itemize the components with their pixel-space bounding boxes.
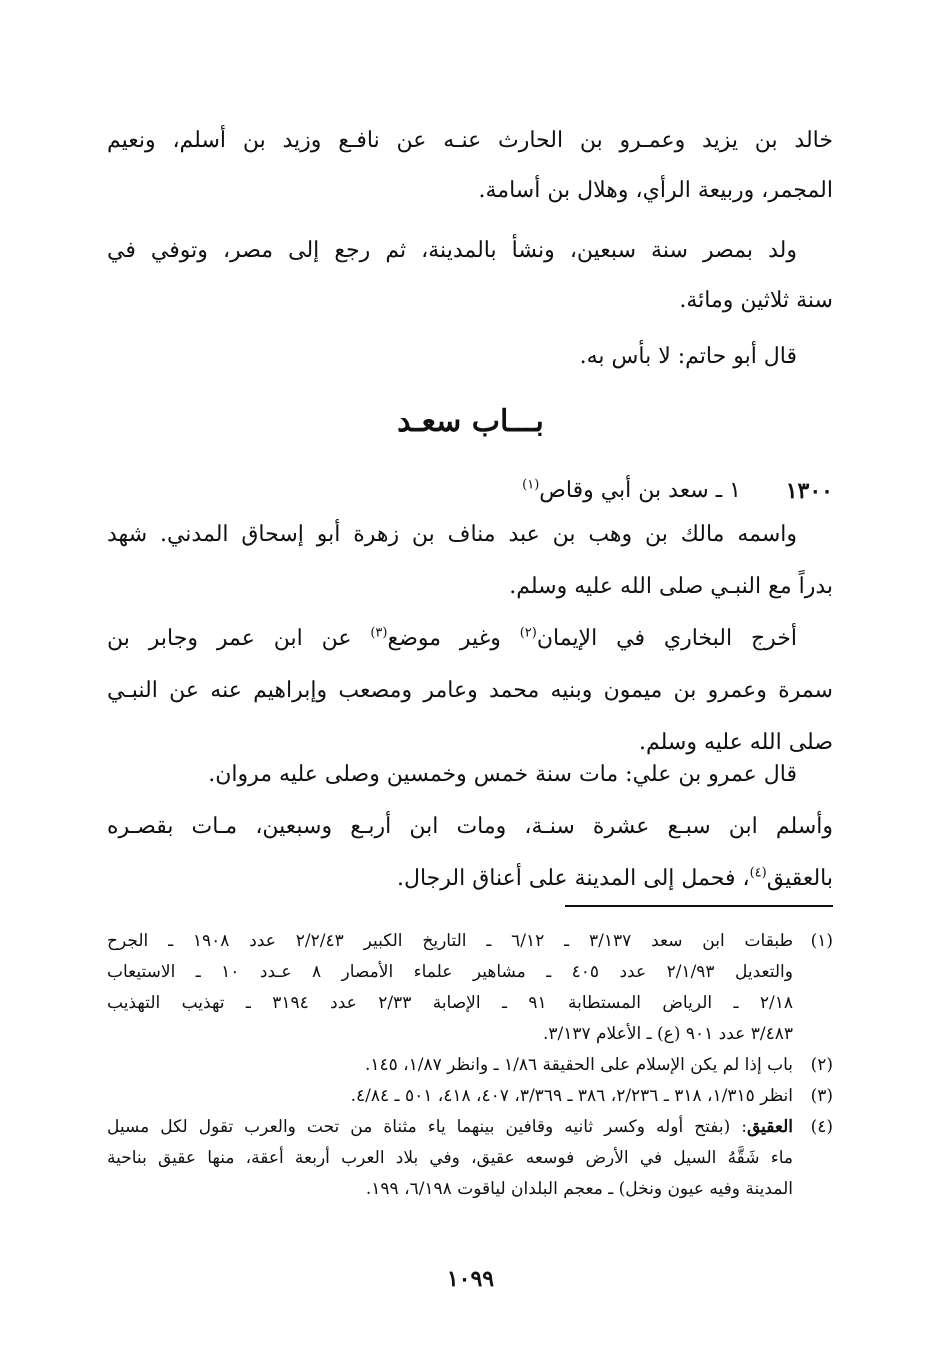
page-number: ١٠٩٩: [446, 1266, 495, 1292]
footnote-keyword: العقيق: [746, 1117, 793, 1137]
section-title-text: بـــاب سعـد: [397, 404, 544, 439]
text-segment: وغير موضع: [387, 626, 520, 651]
text-segment: : (بفتح أوله وكسر ثانيه وقافين بينهما ياء مثناة من تحت والعرب تقول لكل مسيل: [107, 1117, 747, 1137]
footnote-line: باب إذا لم يكن الإسلام على الحقيقة ١/٨٦ ـ وانظر ١/٨٧، ١٤٥.: [364, 1055, 793, 1075]
footnote-2: [107, 1050, 833, 1081]
footnote-line: طبقات ابن سعد ٣/١٣٧ ـ ٦/١٢ ـ التاريخ الكبير ٢/٢/٤٣ عدد ١٩٠٨ ـ الجرح: [107, 931, 793, 951]
text-line: وأسلم ابن سبـع عشرة سنـة، ومات ابن أربـع وسبعين، مـات بقصـره: [107, 814, 833, 839]
footnote-ref: (٤): [749, 865, 767, 881]
text-line: قال عمرو بن علي: مات سنة خمس وخمسين وصلى عليه مروان.: [208, 762, 797, 787]
text-line: المجمر، وربيعة الرأي، وهلال بن أسامة.: [478, 178, 833, 203]
footnote-line: ٢/١٨ ـ الرياض المستطابة ٩١ ـ الإصابة ٢/٣٣ عدد ٣١٩٤ ـ تهذيب التهذيب: [107, 993, 793, 1013]
entry-heading: [522, 472, 741, 510]
paragraph-narrators: [107, 122, 833, 210]
footnote-number: (٤): [810, 1117, 833, 1137]
text-line: [107, 620, 833, 658]
footnote-4: [107, 1112, 833, 1205]
text-segment: بالعقيق: [766, 866, 833, 891]
paragraph-name: [107, 516, 833, 606]
text-segment: ، فحمل إلى المدينة على أعناق الرجال.: [397, 866, 750, 891]
text-line: بدراً مع النبـي صلى الله عليه وسلم.: [509, 574, 833, 599]
footnote-1: [107, 926, 833, 1050]
footnote-line: [107, 1112, 793, 1143]
paragraph-abu-hatim: [107, 338, 833, 376]
paragraph-birth-death: [107, 232, 833, 320]
footnote-line: ٣/٤٨٣ عدد ٩٠١ (ع) ـ الأعلام ٣/١٣٧.: [542, 1024, 793, 1044]
text-line: قال أبو حاتم: لا بأس به.: [579, 344, 797, 369]
footnote-line: المدينة وفيه عيون ونخل) ـ معجم البلدان لياقوت ٦/١٩٨، ١٩٩.: [365, 1179, 793, 1199]
footnote-number: (١): [810, 931, 833, 951]
entry-heading-text: ١ ـ سعد بن أبي وقاص: [539, 478, 741, 503]
text-line: سمرة وعمرو بن ميمون وبنيه محمد وعامر ومصعب وإبراهيم عنه عن النبـي: [107, 678, 833, 703]
text-line: صلى الله عليه وسلم.: [639, 730, 833, 755]
footnote-ref: (٢): [519, 625, 537, 641]
text-segment: عن ابن عمر وجابر بن: [107, 626, 371, 651]
footnote-number: (٢): [810, 1055, 833, 1075]
text-segment: أخرج البخاري في الإيمان: [536, 626, 797, 651]
footnote-line: انظر ١/٣١٥، ٣١٨ ـ ٢/٢٣٦، ٣٨٦ ـ ٣/٣٦٩، ٤٠٧، ٤١٨، ٥٠١ ـ ٤/٨٤.: [350, 1086, 793, 1106]
footnote-ref: (١): [522, 477, 540, 493]
section-title: [0, 400, 941, 444]
text-line: سنة ثلاثين ومائة.: [679, 288, 833, 313]
text-line: خالد بن يزيد وعمـرو بن الحارث عنـه عن نافـع وزيد بن أسلم، ونعيم: [107, 128, 833, 153]
footnote-3: [107, 1081, 833, 1112]
footnote-ref: (٣): [370, 625, 388, 641]
text-line: [107, 860, 833, 898]
footnote-number: (٣): [810, 1086, 833, 1106]
text-line: ولد بمصر سنة سبعين، ونشأ بالمدينة، ثم رجع إلى مصر، وتوفي في: [107, 238, 797, 263]
entry-number: ١٣٠٠: [785, 478, 833, 504]
paragraph-death: [107, 756, 833, 898]
footnote-separator: [565, 905, 833, 907]
footnote-line: والتعديل ٢/١/٩٣ عدد ٤٠٥ ـ مشاهير علماء الأمصار ٨ عـدد ١٠ ـ الاستيعاب: [107, 962, 793, 982]
footnote-line: ماء شَقَّهُ السيل في الأرض فوسعه عقيق، وفي بلاد العرب أربعة أعقة، منها عقيق بناحية: [107, 1148, 793, 1168]
footnotes: [107, 926, 833, 1205]
text-line: واسمه مالك بن وهب بن عبد مناف بن زهرة أبو إسحاق المدني. شهد: [107, 522, 797, 547]
paragraph-bukhari: [107, 620, 833, 762]
